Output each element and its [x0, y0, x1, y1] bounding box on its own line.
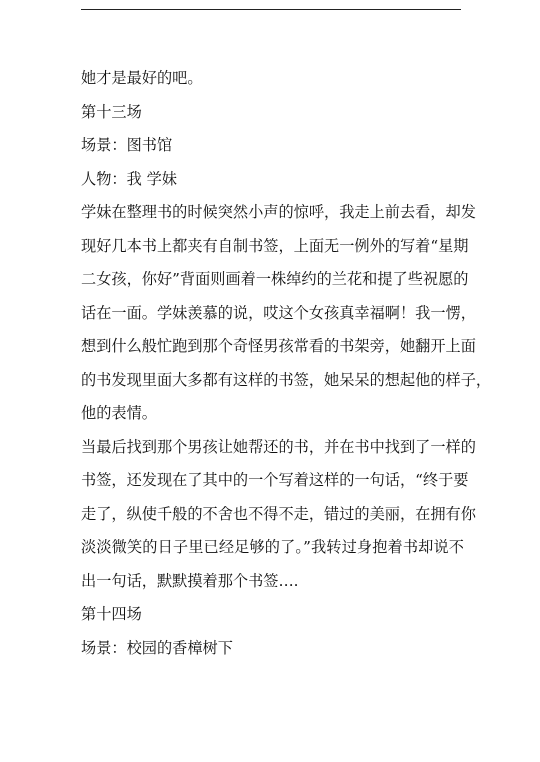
paragraph — [81, 431, 476, 599]
paragraph-line: 的书发现里面大多都有这样的书签，她呆呆的想起他的样子， — [81, 370, 492, 389]
scene-characters: 人物：我 学妹 — [81, 169, 177, 188]
document-body — [81, 62, 492, 665]
scene-heading: 第十四场 — [81, 605, 142, 623]
paragraph — [81, 196, 492, 431]
paragraph-line: 淡淡微笑的日子里已经足够的了。”我转过身抱着书却说不 — [81, 538, 464, 556]
paragraph-line: 书签，还发现在了其中的一个写着这样的一句话，“终于要 — [81, 471, 469, 489]
paragraph-line: 想到什么般忙跑到那个奇怪男孩常看的书架旁，她翻开上面 — [81, 337, 476, 355]
scene-location: 场景：校园的香樟树下 — [81, 638, 233, 657]
paragraph-line: 二女孩，你好”背面则画着一株绰约的兰花和提了些祝愿的 — [81, 270, 469, 288]
paragraph-line: 现好几本书上都夹有自制书签，上面无一例外的写着“星期 — [81, 236, 469, 255]
scene-location: 场景：图书馆 — [81, 136, 173, 154]
text-line: 她才是最好的吧。 — [81, 69, 203, 87]
paragraph-line: 他的表情。 — [81, 404, 157, 422]
paragraph-line: 走了，纵使千般的不舍也不得不走，错过的美丽，在拥有你 — [81, 504, 476, 523]
paragraph-line: 当最后找到那个男孩让她帮还的书，并在书中找到了一样的 — [81, 437, 476, 456]
paragraph-line: 话在一面。学妹羡慕的说，哎这个女孩真幸福啊！我一愣， — [81, 303, 476, 322]
paragraph-line: 出一句话，默默摸着那个书签…. — [81, 571, 299, 590]
header-rule — [81, 9, 461, 10]
scene-heading: 第十三场 — [81, 102, 142, 121]
paragraph-line: 学妹在整理书的时候突然小声的惊呼，我走上前去看，却发 — [81, 203, 476, 221]
